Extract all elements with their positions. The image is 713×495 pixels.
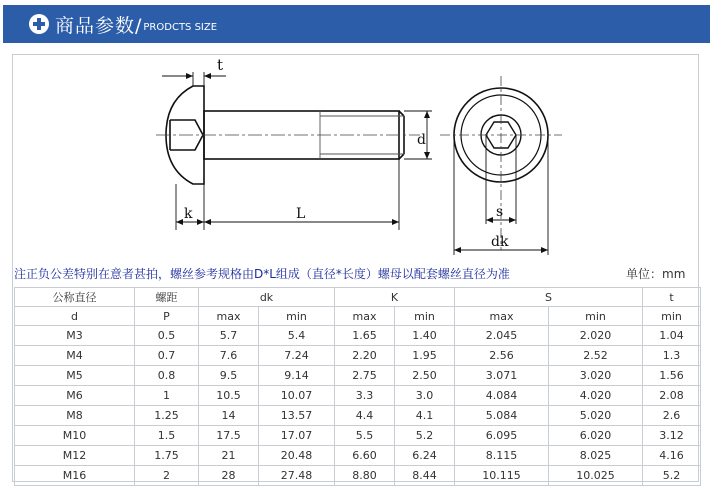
table-cell: 27.48	[259, 466, 335, 486]
header-subtitle: PRODCTS SIZE	[143, 21, 218, 33]
table-cell: 5.2	[643, 466, 701, 486]
table-row	[15, 366, 701, 386]
dim-label-dk: dk	[491, 234, 509, 250]
table-cell: 10.07	[259, 386, 335, 406]
table-cell: 5.5	[335, 426, 395, 446]
table-cell: 1.65	[335, 326, 395, 346]
dim-label-t: t	[217, 56, 224, 74]
table-cell: 8.115	[455, 446, 549, 466]
table-row	[15, 326, 701, 346]
table-cell: 1.3	[643, 346, 701, 366]
table-cell: 2.020	[549, 326, 643, 346]
table-cell: 7.24	[259, 346, 335, 366]
table-cell: 2.56	[455, 346, 549, 366]
table-cell: 6.095	[455, 426, 549, 446]
header-t: t	[643, 288, 701, 307]
table-cell: 8.80	[335, 466, 395, 486]
table-row	[15, 346, 701, 366]
table-group-header-row	[15, 288, 701, 307]
table-cell: 2	[135, 466, 199, 486]
table-cell: 3.12	[643, 426, 701, 446]
subheader-cell: max	[455, 307, 549, 326]
table-cell: 8.44	[395, 466, 455, 486]
table-cell: 1.25	[135, 406, 199, 426]
table-row	[15, 426, 701, 446]
table-cell: 1	[135, 386, 199, 406]
subheader-cell: P	[135, 307, 199, 326]
dim-label-L: L	[296, 206, 306, 222]
table-sub-header-row	[15, 307, 701, 326]
tolerance-note: 注正负公差特别在意者甚拍，螺丝参考规格由D*L组成（直径*长度）螺母以配套螺丝直径为准	[14, 265, 674, 283]
table-cell: 13.57	[259, 406, 335, 426]
table-cell: 2.6	[643, 406, 701, 426]
table-cell: M12	[15, 446, 135, 466]
table-cell: 21	[199, 446, 259, 466]
table-cell: 2.52	[549, 346, 643, 366]
spec-table	[14, 287, 701, 486]
table-cell: M6	[15, 386, 135, 406]
subheader-cell: max	[335, 307, 395, 326]
table-cell: 2.045	[455, 326, 549, 346]
table-cell: 4.1	[395, 406, 455, 426]
table-row	[15, 406, 701, 426]
table-cell: 0.5	[135, 326, 199, 346]
table-cell: 17.5	[199, 426, 259, 446]
header-k: K	[335, 288, 455, 307]
table-cell: 5.020	[549, 406, 643, 426]
table-cell: 8.025	[549, 446, 643, 466]
table-cell: M4	[15, 346, 135, 366]
unit-label: 单位：mm	[626, 267, 686, 281]
table-cell: 3.3	[335, 386, 395, 406]
header-dk: dk	[199, 288, 335, 307]
table-cell: 14	[199, 406, 259, 426]
table-cell: M5	[15, 366, 135, 386]
table-row	[15, 466, 701, 486]
table-row	[15, 386, 701, 406]
table-cell: 2.08	[643, 386, 701, 406]
table-cell: 10.025	[549, 466, 643, 486]
table-cell: 6.24	[395, 446, 455, 466]
subheader-cell: min	[643, 307, 701, 326]
table-cell: 1.40	[395, 326, 455, 346]
header-nominal-diameter: 公称直径	[15, 288, 135, 307]
subheader-cell: min	[549, 307, 643, 326]
table-cell: M16	[15, 466, 135, 486]
dim-label-d: d	[417, 132, 426, 148]
table-cell: 3.020	[549, 366, 643, 386]
header-title: 商品参数/	[55, 14, 143, 37]
subheader-cell: max	[199, 307, 259, 326]
dim-label-s: s	[496, 204, 504, 220]
header-pitch: 螺距	[135, 288, 199, 307]
subheader-cell: d	[15, 307, 135, 326]
table-cell: 17.07	[259, 426, 335, 446]
table-cell: 1.56	[643, 366, 701, 386]
table-cell: 5.7	[199, 326, 259, 346]
subheader-cell: min	[259, 307, 335, 326]
table-cell: 9.14	[259, 366, 335, 386]
table-cell: 5.4	[259, 326, 335, 346]
table-cell: 3.071	[455, 366, 549, 386]
table-cell: 5.2	[395, 426, 455, 446]
table-cell: 2.20	[335, 346, 395, 366]
table-cell: 28	[199, 466, 259, 486]
table-cell: 4.4	[335, 406, 395, 426]
table-cell: 2.50	[395, 366, 455, 386]
table-cell: 0.7	[135, 346, 199, 366]
table-row	[15, 446, 701, 466]
table-cell: 4.020	[549, 386, 643, 406]
table-cell: 20.48	[259, 446, 335, 466]
table-cell: 3.0	[395, 386, 455, 406]
table-cell: 6.020	[549, 426, 643, 446]
table-cell: 4.16	[643, 446, 701, 466]
table-cell: 10.115	[455, 466, 549, 486]
table-cell: 6.60	[335, 446, 395, 466]
dim-label-k: k	[184, 206, 193, 222]
table-cell: 2.75	[335, 366, 395, 386]
table-cell: M8	[15, 406, 135, 426]
table-cell: 1.04	[643, 326, 701, 346]
table-cell: 7.6	[199, 346, 259, 366]
table-cell: 5.084	[455, 406, 549, 426]
table-cell: 10.5	[199, 386, 259, 406]
header-s: S	[455, 288, 643, 307]
subheader-cell: min	[395, 307, 455, 326]
table-cell: 1.75	[135, 446, 199, 466]
table-cell: 1.95	[395, 346, 455, 366]
table-cell: 1.5	[135, 426, 199, 446]
table-cell: M10	[15, 426, 135, 446]
table-cell: 9.5	[199, 366, 259, 386]
table-cell: 0.8	[135, 366, 199, 386]
table-cell: M3	[15, 326, 135, 346]
table-cell: 4.084	[455, 386, 549, 406]
